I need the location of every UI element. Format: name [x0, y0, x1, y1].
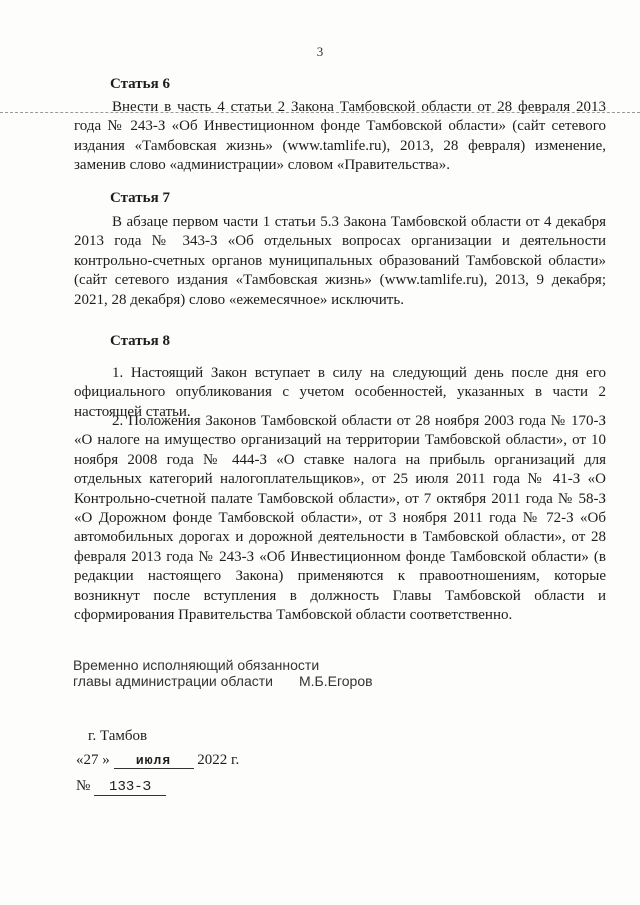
number-prefix: № [76, 778, 91, 794]
date-month: июля [114, 753, 194, 769]
page-number: 3 [316, 44, 324, 59]
article-7-paragraph: В абзаце первом части 1 статьи 5.3 Закона Тамбовской области от 4 декабря 2013 года № 343-З «Об отдельных вопросах организации и деятельности контрольно-счетных органов муниципальных образований Тамбовской области» (сайт сетевого издания «Тамбовская жизнь» (www.tamlife.ru), 2013, 9 декабря; 2021, 28 декабря) слово «ежемесячное» исключить. [74, 214, 606, 308]
article-7-heading: Статья 7 [110, 190, 170, 206]
article-8-heading: Статья 8 [110, 333, 170, 349]
number-value: 133-З [94, 779, 166, 796]
signature-name: М.Б.Егоров [299, 673, 373, 689]
article-8-paragraph-2: 2. Положения Законов Тамбовской области от 28 ноября 2003 года № 170-З «О налоге на имущество организаций на территории Тамбовской области», от 10 ноября 2008 года № 444-З «О ставке налога на прибыль организаций для отдельных категорий налогоплательщиков», от 25 июля 2011 года № 41-З «О Контрольно-счетной палате Тамбовской области», от 7 октября 2011 года № 58-З «О Дорожном фонде Тамбовской области», от 3 ноября 2011 года № 72-З «Об автомобильных дорогах и дорожной деятельности в Тамбовской области», от 28 февраля 2013 года № 243-З «Об Инвестиционном фонде Тамбовской области» (в редакции настоящего Закона) применяются к правоотношениям, которые возникнут после вступления в должность Главы Тамбовской области и сформирования Правительства Тамбовской области соответственно. [74, 413, 606, 624]
article-6-paragraph: Внести в часть 4 статьи 2 Закона Тамбовской области от 28 февраля 2013 года № 243-З «Об Инвестиционном фонде Тамбовской области» (сайт сетевого издания «Тамбовская жизнь» (www.tamlife.ru), 2013, 28 февраля) изменение, заменив слово «администрации» словом «Правительства». [74, 99, 606, 174]
signature-title-line-2: главы администрации области [73, 673, 273, 689]
signature-block [73, 657, 373, 689]
article-6-heading: Статья 6 [110, 76, 170, 92]
signature-title-row [73, 673, 373, 689]
date-row [76, 752, 239, 769]
date-year: 2022 г. [197, 752, 240, 768]
date-day: «27 » [76, 752, 110, 768]
place: г. Тамбов [88, 728, 148, 744]
number-row [76, 778, 166, 796]
article-8-paragraph-1: 1. Настоящий Закон вступает в силу на следующий день после дня его официального опубликования с учетом особенностей, указанных в части 2 настоящей статьи. [74, 365, 606, 420]
signature-title-line-1: Временно исполняющий обязанности [73, 657, 320, 673]
